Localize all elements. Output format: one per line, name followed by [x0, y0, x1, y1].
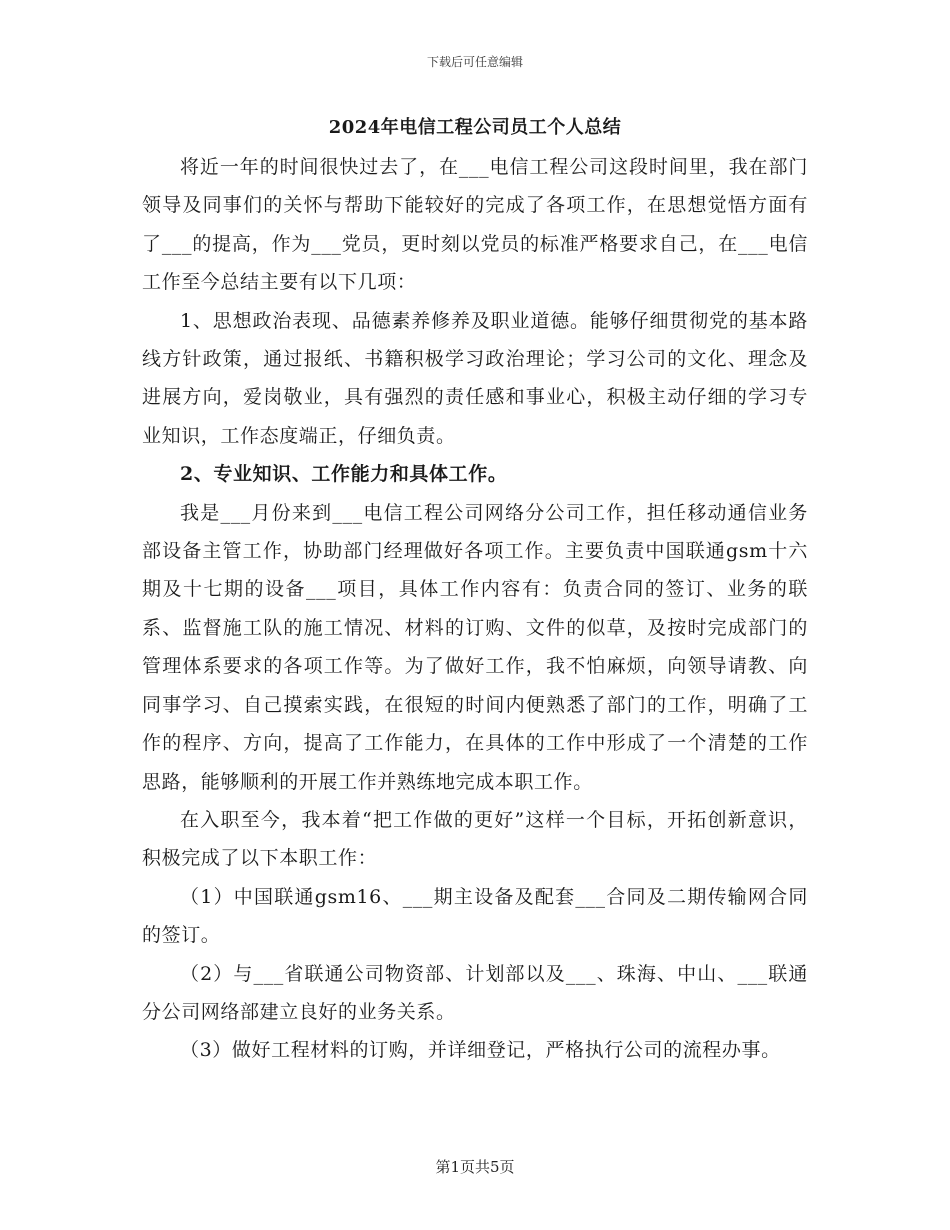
page-number: 第1页共5页: [435, 1158, 515, 1176]
list-item-2: （2）与___省联通公司物资部、计划部以及___、珠海、中山、___联通分公司网络部建立良好的业务关系。: [142, 962, 808, 1023]
list-item-3: （3）做好工程材料的订购，并详细登记，严格执行公司的流程办事。: [180, 1039, 781, 1062]
header-note: 下载后可任意编辑: [426, 55, 523, 69]
section-heading-2: 2、专业知识、工作能力和具体工作。: [180, 463, 508, 486]
list-item-1: （1）中国联通gsm16、___期主设备及配套___合同及二期传输网合同的签订。: [142, 885, 808, 947]
paragraph-section-1: 1、思想政治表现、品德素养修养及职业道德。能够仔细贯彻党的基本路线方针政策，通过报纸、书籍积极学习政治理论；学习公司的文化、理念及进展方向，爱岗敬业，具有强烈的责任感和事业心，积极主动仔细的学习专业知识，工作态度端正，仔细负责。: [142, 309, 808, 447]
paragraph-work-detail: 我是___月份来到___电信工程公司网络分公司工作，担任移动通信业务部设备主管工作，协助部门经理做好各项工作。主要负责中国联通gsm十六期及十七期的设备___项目，具体工作内容有：负责合同的签订、业务的联系、监督施工队的施工情况、材料的订购、文件的似草，及按时完成部门的管理体系要求的各项工作等。为了做好工作，我不怕麻烦，向领导请教、向同事学习、自己摸索实践，在很短的时间内便熟悉了部门的工作，明确了工作的程序、方向，提高了工作能力，在具体的工作中形成了一个清楚的工作思路，能够顺利的开展工作并熟练地完成本职工作。: [142, 501, 808, 793]
document-body: [142, 110, 808, 1070]
paragraph-intro: 将近一年的时间很快过去了，在___电信工程公司这段时间里，我在部门领导及同事们的关怀与帮助下能较好的完成了各项工作，在思想觉悟方面有了___的提高，作为___党员，更时刻以党员的标准严格要求自己，在___电信工作至今总结主要有以下几项：: [142, 156, 808, 294]
document-title: 2024年电信工程公司员工个人总结: [328, 117, 622, 138]
paragraph-goal: 在入职至今，我本着“把工作做的更好”这样一个目标，开拓创新意识，积极完成了以下本职工作：: [142, 808, 808, 870]
